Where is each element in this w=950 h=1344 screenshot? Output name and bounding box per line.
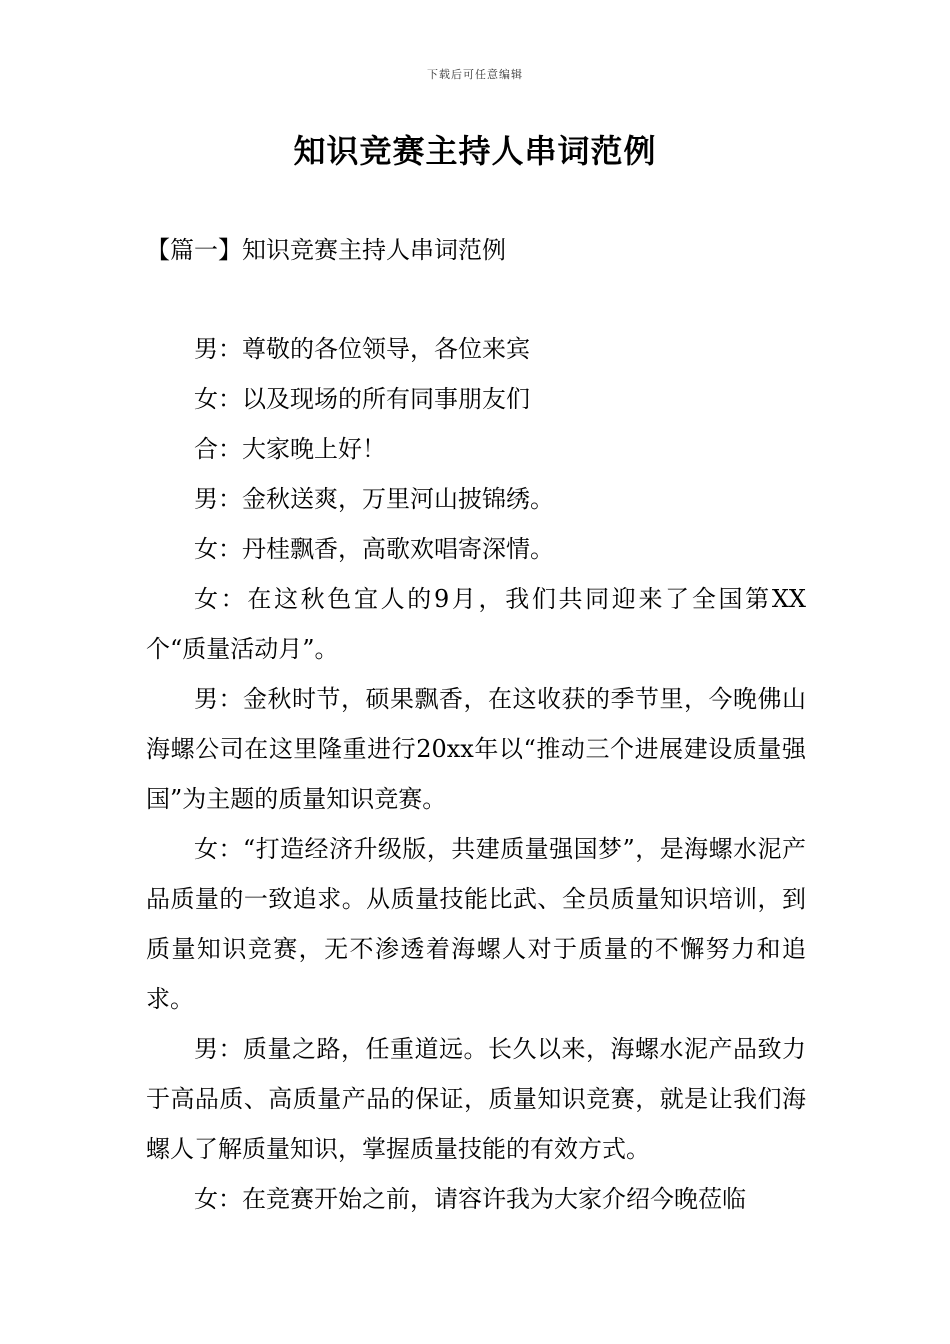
paragraph: 女：在竞赛开始之前，请容许我为大家介绍今晚莅临 (194, 1185, 746, 1213)
paragraph: 女：丹桂飘香，高歌欢唱寄深情。 (194, 535, 554, 563)
paragraph: 男：质量之路，任重道远。长久以来，海螺水泥产品致力于高品质、高质量产品的保证，质量知识竞赛，就是让我们海螺人了解质量知识，掌握质量技能的有效方式。 (146, 1035, 806, 1163)
paragraph: 女：在这秋色宜人的9月，我们共同迎来了全国第XX个“质量活动月”。 (146, 585, 806, 663)
header-note: 下载后可任意编辑 (427, 68, 523, 81)
paragraph: 男：金秋时节，硕果飘香，在这收获的季节里，今晚佛山海螺公司在这里隆重进行20xx年以“推动三个进展建设质量强国”为主题的质量知识竞赛。 (146, 685, 806, 813)
paragraph: 男：金秋送爽，万里河山披锦绣。 (194, 485, 554, 513)
document-body (146, 324, 806, 1224)
document-title: 知识竞赛主持人串词范例 (293, 132, 657, 170)
paragraph: 合：大家晚上好！ (194, 435, 386, 463)
paragraph: 女：以及现场的所有同事朋友们 (194, 385, 530, 413)
paragraph: 女：“打造经济升级版，共建质量强国梦”，是海螺水泥产品质量的一致追求。从质量技能比武、全员质量知识培训，到质量知识竞赛，无不渗透着海螺人对于质量的不懈努力和追求。 (146, 835, 806, 1013)
section-heading: 【篇一】知识竞赛主持人串词范例 (146, 236, 506, 264)
paragraph: 男：尊敬的各位领导，各位来宾 (194, 335, 530, 363)
